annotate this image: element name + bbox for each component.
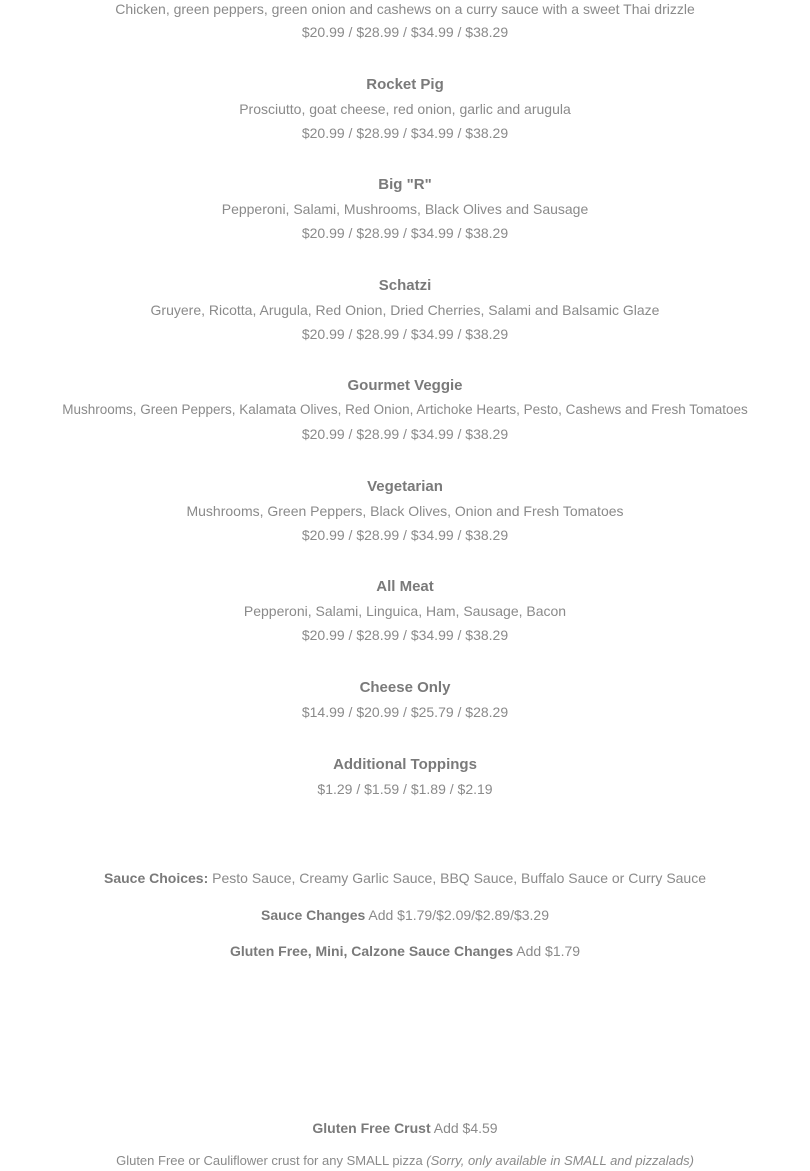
- sauce-changes-label: Sauce Changes: [261, 907, 366, 923]
- item-price: $1.29 / $1.59 / $1.89 / $2.19: [317, 781, 493, 797]
- item-price: $20.99 / $28.99 / $34.99 / $38.29: [301, 627, 509, 643]
- gf-sauce-changes-label: Gluten Free, Mini, Calzone Sauce Changes: [229, 943, 514, 959]
- menu-item-gourmet-veggie: [0, 374, 810, 446]
- item-description: Prosciutto, goat cheese, red onion, garlic and arugula: [239, 101, 571, 117]
- item-description: Pepperoni, Salami, Linguica, Ham, Sausage, Bacon: [243, 603, 567, 619]
- item-price: $20.99 / $28.99 / $34.99 / $38.29: [301, 527, 509, 543]
- menu-item-rocket-pig: [0, 73, 810, 145]
- item-description: Mushrooms, Green Peppers, Black Olives, Onion and Fresh Tomatoes: [186, 503, 624, 519]
- gf-sauce-changes-text: Add $1.79: [513, 943, 581, 959]
- item-name: Gourmet Veggie: [347, 377, 463, 394]
- item-price: $20.99 / $28.99 / $34.99 / $38.29: [301, 326, 509, 342]
- crust-note-italic: (Sorry, only available in SMALL and pizzalads): [426, 1153, 694, 1168]
- item-description: Gruyere, Ricotta, Arugula, Red Onion, Dried Cherries, Salami and Balsamic Glaze: [150, 302, 660, 318]
- sauce-choices-label: Sauce Choices:: [103, 870, 209, 886]
- crust-note: [0, 1151, 810, 1171]
- item-description: Pepperoni, Salami, Mushrooms, Black Olives and Sausage: [221, 201, 589, 217]
- item-price: $14.99 / $20.99 / $25.79 / $28.29: [301, 704, 509, 720]
- item-description: Chicken, green peppers, green onion and cashews on a curry sauce with a sweet Thai drizzle: [115, 1, 695, 17]
- item-name: All Meat: [376, 578, 434, 595]
- menu-item-all-meat: [0, 575, 810, 647]
- item-name: Cheese Only: [359, 679, 451, 696]
- sauce-changes-text: Add $1.79/$2.09/$2.89/$3.29: [365, 907, 549, 923]
- item-name: Additional Toppings: [333, 756, 477, 773]
- gf-sauce-changes: [0, 940, 810, 962]
- sauce-choices: [0, 867, 810, 889]
- gluten-free-crust: [0, 1117, 810, 1139]
- sauce-choices-text: Pesto Sauce, Creamy Garlic Sauce, BBQ Sauce, Buffalo Sauce or Curry Sauce: [208, 870, 707, 886]
- item-price: $20.99 / $28.99 / $34.99 / $38.29: [301, 24, 509, 40]
- item-name: Rocket Pig: [366, 76, 444, 93]
- menu-item-schatzi: [0, 274, 810, 346]
- item-price: $20.99 / $28.99 / $34.99 / $38.29: [301, 125, 509, 141]
- gluten-free-crust-text: Add $4.59: [430, 1120, 498, 1136]
- gluten-free-crust-label: Gluten Free Crust: [312, 1120, 431, 1136]
- item-name: Vegetarian: [367, 478, 443, 495]
- item-price: $20.99 / $28.99 / $34.99 / $38.29: [301, 426, 509, 442]
- menu-item-cheese-only: [0, 676, 810, 724]
- item-name: Schatzi: [378, 277, 432, 294]
- menu-item-additional-toppings: [0, 753, 810, 801]
- crust-note-text: Gluten Free or Cauliflower crust for any SMALL pizza: [116, 1153, 427, 1168]
- item-name: Big "R": [378, 176, 432, 193]
- item-price: $20.99 / $28.99 / $34.99 / $38.29: [301, 225, 509, 241]
- menu-item-vegetarian: [0, 475, 810, 547]
- sauce-changes: [0, 904, 810, 926]
- item-description: Mushrooms, Green Peppers, Kalamata Olives, Red Onion, Artichoke Hearts, Pesto, Cashews and Fresh Tomatoes: [62, 402, 748, 417]
- menu-item-big-r: [0, 173, 810, 245]
